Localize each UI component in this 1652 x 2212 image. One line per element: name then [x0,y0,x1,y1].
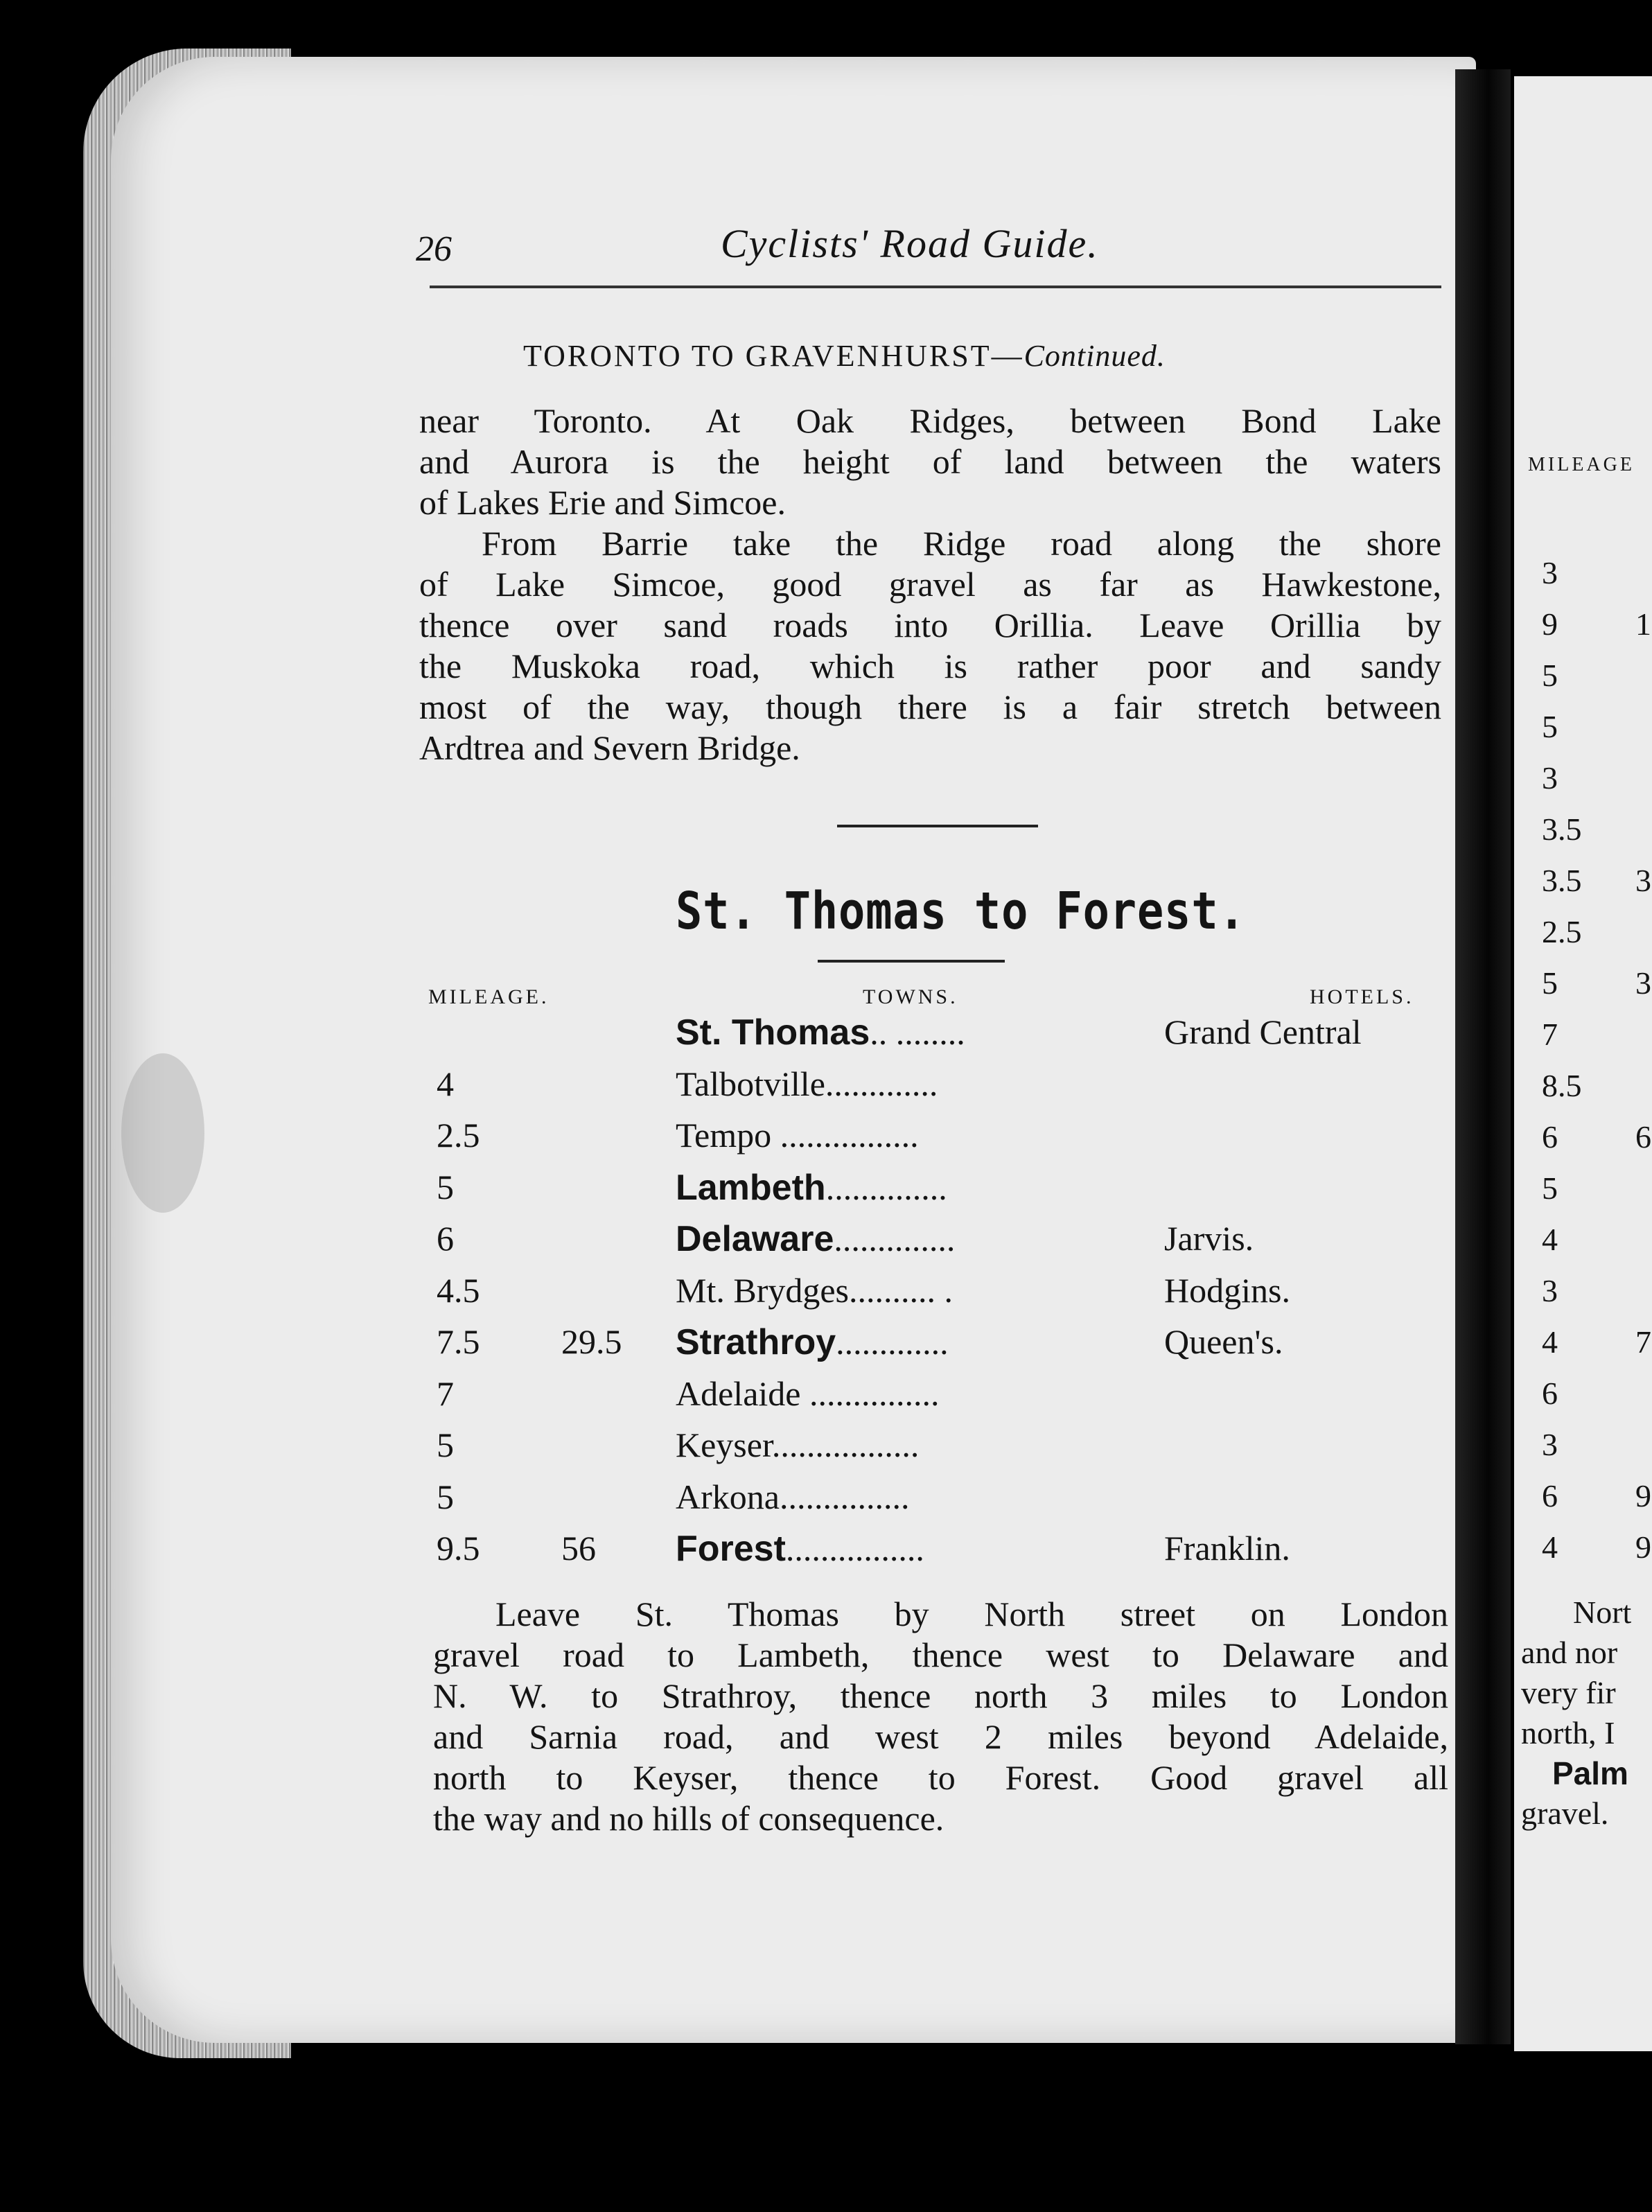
table-row [0,1064,1455,1115]
right-page-total: 7 [1635,1324,1651,1360]
paragraph-line: north to Keyser, thence to Forest. Good gravel all [433,1758,1448,1797]
dot-leader: .............. [834,1220,956,1258]
dot-leader: ............... [800,1373,940,1413]
town-name: Lambeth [676,1167,826,1208]
town-cell [676,1064,938,1104]
right-page-mileage: 4 [1542,1324,1558,1360]
town-name: Talbotville [676,1064,825,1103]
dot-leader: ............. [836,1323,949,1362]
right-page [1514,76,1652,2051]
town-cell [676,1373,939,1414]
town-name: Delaware [676,1219,834,1259]
running-title: Cyclists' Road Guide. [721,221,1099,266]
right-page-mileage: 3.5 [1542,863,1582,898]
mileage-cell: 5 [437,1167,454,1206]
paragraph-line: the Muskoka road, which is rather poor and sandy [419,647,1441,685]
town-name: Forest [676,1529,786,1569]
mileage-cell: 6 [437,1219,454,1258]
town-cell [676,1218,955,1260]
paragraph-line: of Lakes Erie and Simcoe. [419,483,786,522]
dot-leader: ............. [825,1064,938,1103]
right-page-total: 3 [1635,965,1651,1001]
paragraph-line: thence over sand roads into Orillia. Leave Orillia by [419,606,1441,644]
mileage-cell: 4 [437,1064,454,1103]
section-heading [523,338,1166,374]
table-row [0,1373,1455,1425]
town-cell [676,1425,919,1465]
right-page-total: 9 [1635,1529,1651,1565]
mileage-cell: 7 [437,1373,454,1413]
right-page-text: very fir [1521,1675,1616,1710]
right-page-total: 3 [1635,863,1651,898]
hotel-cell: Queen's. [1164,1322,1283,1361]
dot-leader: .......... . [849,1270,953,1310]
mileage-cell: 2.5 [437,1116,480,1155]
right-page-mileage: 3 [1542,1427,1558,1462]
section-heading-suffix: Continued. [1023,339,1166,373]
right-page-mileage: 2.5 [1542,914,1582,949]
table-row [0,1115,1455,1166]
table-row [0,1322,1455,1373]
header-rule [430,286,1441,288]
town-name: Tempo [676,1116,772,1155]
dot-leader: .. ........ [870,1013,965,1052]
town-name: Strathroy [676,1322,836,1362]
right-page-text: Nort [1573,1595,1632,1630]
right-page-mileage: 5 [1542,1170,1558,1206]
mileage-cell: 9.5 [437,1529,480,1568]
section-divider [837,825,1038,827]
right-page-text: north, I [1521,1715,1615,1750]
right-page-mileage: 5 [1542,965,1558,1001]
right-page-text: gravel. [1521,1796,1609,1831]
section-heading-text: TORONTO TO GRAVENHURST— [523,339,1024,373]
right-page-mileage: 7 [1542,1017,1558,1052]
column-head-hotels: HOTELS. [1310,985,1414,1008]
table-row [0,1167,1455,1218]
town-cell [676,1115,919,1155]
route-description [433,1594,1448,1839]
town-cell [676,1167,947,1209]
table-row [0,1528,1455,1579]
town-cell [676,1477,909,1517]
town-name: St. Thomas [676,1012,870,1053]
column-head-towns: TOWNS. [863,985,958,1008]
town-cell [676,1528,924,1570]
right-page-total: 6 [1635,1119,1651,1155]
book-gutter [1455,69,1511,2044]
paragraph-line: of Lake Simcoe, good gravel as far as Hawkestone, [419,565,1441,604]
route-title: St. Thomas to Forest. [676,881,1246,941]
right-page-mileage: 5 [1542,709,1558,744]
right-page-mileage: 3 [1542,760,1558,796]
right-page-mileage: 4 [1542,1222,1558,1257]
right-page-mileage: 4 [1542,1529,1558,1565]
town-cell [676,1322,949,1363]
dot-leader: ................ [785,1529,924,1568]
column-head-mileage: MILEAGE. [428,985,550,1008]
dot-leader: ................. [771,1425,920,1464]
dot-leader: ............... [779,1477,910,1516]
dot-leader: .............. [825,1168,947,1207]
table-row [0,1425,1455,1476]
town-cell [676,1270,953,1310]
town-name: Arkona [676,1477,780,1516]
hotel-cell: Franklin. [1164,1529,1290,1568]
right-page-text: Palm [1552,1755,1628,1791]
table-row [0,1477,1455,1528]
right-page-column-head: MILEAGE [1528,454,1635,475]
mileage-cell: 7.5 [437,1322,480,1361]
right-page-mileage: 6 [1542,1478,1558,1513]
table-row [0,1012,1455,1063]
right-page-text: and nor [1521,1635,1618,1670]
right-page-total: 1 [1635,606,1651,642]
paragraph-line: the way and no hills of consequence. [433,1799,944,1838]
town-name: Mt. Brydges [676,1270,849,1310]
hotel-cell: Hodgins. [1164,1270,1290,1310]
paragraph-line: N. W. to Strathroy, thence north 3 miles to London [433,1676,1448,1715]
town-cell [676,1012,965,1053]
mileage-cell: 4.5 [437,1270,480,1310]
paragraph-line: and Sarnia road, and west 2 miles beyond Adelaide, [433,1717,1448,1756]
hotel-cell: Grand Central [1164,1012,1362,1051]
page-number: 26 [416,229,452,269]
continued-paragraph [419,401,1441,769]
mileage-cell: 5 [437,1425,454,1464]
right-page-mileage: 6 [1542,1376,1558,1411]
right-page-total: 9 [1635,1478,1651,1513]
right-page-mileage: 3 [1542,1273,1558,1308]
dot-leader: ................ [771,1116,919,1155]
mileage-cell: 5 [437,1477,454,1516]
town-name: Adelaide [676,1373,801,1413]
right-page-mileage: 6 [1542,1119,1558,1155]
paragraph-line: and Aurora is the height of land between the waters [419,442,1441,481]
table-row [0,1218,1455,1270]
paragraph-line: most of the way, though there is a fair stretch between [419,687,1441,726]
hotel-cell: Jarvis. [1164,1219,1254,1258]
paragraph-line: near Toronto. At Oak Ridges, between Bond Lake [419,401,1441,440]
right-page-mileage: 3.5 [1542,811,1582,847]
total-mileage-cell: 56 [561,1529,596,1568]
table-row [0,1270,1455,1322]
paragraph-line: Leave St. Thomas by North street on London [495,1595,1448,1633]
paragraph-line: Ardtrea and Severn Bridge. [419,728,800,767]
paragraph-line: gravel road to Lambeth, thence west to Delaware and [433,1635,1448,1674]
paragraph-line: From Barrie take the Ridge road along the shore [482,524,1441,563]
right-page-mileage: 5 [1542,658,1558,693]
town-name: Keyser [676,1425,772,1464]
total-mileage-cell: 29.5 [561,1322,622,1361]
right-page-mileage: 9 [1542,606,1558,642]
right-page-mileage: 3 [1542,555,1558,590]
right-page-mileage: 8.5 [1542,1068,1582,1103]
title-rule [818,960,1005,963]
